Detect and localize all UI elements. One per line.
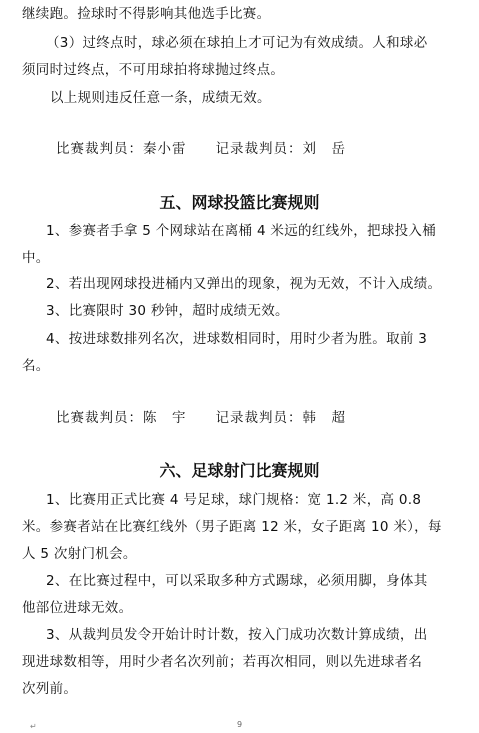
paragraph-line: 须同时过终点，不可用球拍将球抛过终点。 [22,62,285,78]
paragraph-line: 1、参赛者手拿 5 个网球站在离桶 4 米远的红线外，把球投入桶 [46,223,437,239]
paragraph-line: 4、按进球数排列名次，进球数相同时，用时少者为胜。取前 3 [46,331,428,347]
section-title: 六、足球射门比赛规则 [159,461,320,480]
paragraph-line: 2、在比赛过程中，可以采取多种方式踢球，必须用脚，身体其 [46,573,428,589]
paragraph-line: 次列前。 [22,681,78,697]
paragraph-line: 米。参赛者站在比赛红线外（男子距离 12 米，女子距离 10 米），每 [22,519,442,535]
paragraph-line: 2、若出现网球投进桶内又弹出的现象，视为无效，不计入成绩。 [46,276,442,292]
section-title: 五、网球投篮比赛规则 [159,193,320,212]
paragraph-line: 继续跑。捡球时不得影响其他选手比赛。 [22,6,271,22]
paragraph-line: 3、从裁判员发令开始计时计数，按入门成功次数计算成绩，出 [46,627,428,643]
paragraph-line: 名。 [22,358,50,374]
paragraph-line: 现进球数相等，用时少者名次列前；若再次相同，则以先进球者名 [22,654,423,670]
paragraph-line: 3、比赛限时 30 秒钟，超时成绩无效。 [46,303,289,319]
referee-line: 比赛裁判员：陈 宇 记录裁判员：韩 超 [56,410,346,426]
paragraph-line: 以上规则违反任意一条，成绩无效。 [50,90,271,106]
paragraph-line: 1、比赛用正式比赛 4 号足球，球门规格：宽 1.2 米，高 0.8 [46,492,422,508]
paragraph-mark-icon: ↵ [30,722,37,731]
paragraph-line: 中。 [22,250,50,266]
paragraph-line: （3）过终点时，球必须在球拍上才可记为有效成绩。人和球必 [46,35,428,51]
paragraph-line: 他部位进球无效。 [22,600,133,616]
paragraph-line: 人 5 次射门机会。 [22,546,137,562]
referee-line: 比赛裁判员：秦小雷 记录裁判员：刘 岳 [56,141,346,157]
page-number: 9 [236,720,243,729]
